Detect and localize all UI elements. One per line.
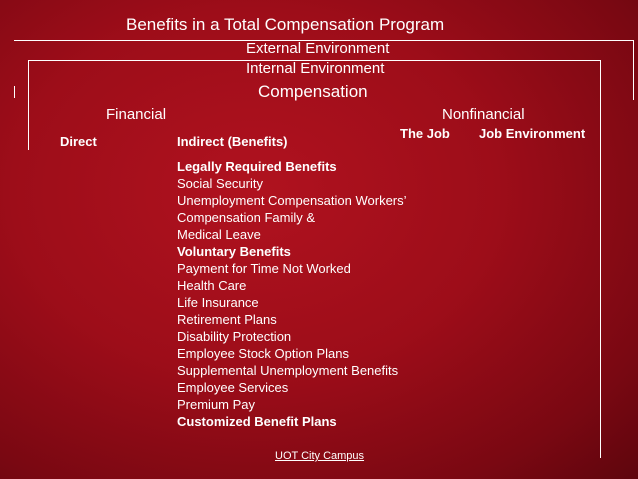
external-environment-label: External Environment: [246, 40, 390, 57]
benefit-line: Premium Pay: [177, 397, 256, 412]
benefit-line: Customized Benefit Plans: [177, 414, 337, 429]
benefit-line: Legally Required Benefits: [177, 159, 337, 174]
frame-line-inner-right: [600, 60, 601, 458]
internal-environment-label: Internal Environment: [246, 60, 385, 77]
indirect-benefits-label: Indirect (Benefits): [177, 134, 288, 149]
frame-line-outer-left-stub: [14, 86, 15, 98]
benefit-line: Voluntary Benefits: [177, 244, 291, 259]
benefits-list: [177, 158, 407, 430]
benefit-line: Payment for Time Not Worked: [177, 261, 351, 276]
benefit-line: Supplemental Unemployment Benefits: [177, 363, 399, 378]
frame-line-inner-left: [28, 60, 29, 150]
benefit-line: Unemployment Compensation Workers’: [177, 193, 407, 208]
direct-label: Direct: [60, 134, 97, 149]
the-job-label: The Job: [400, 126, 450, 141]
benefit-line: Social Security: [177, 176, 263, 191]
benefit-line: Disability Protection: [177, 329, 292, 344]
footer-campus-label: UOT City Campus: [275, 450, 365, 462]
benefit-line: Compensation Family &: [177, 210, 315, 225]
compensation-label: Compensation: [258, 82, 368, 101]
benefit-line: Employee Stock Option Plans: [177, 346, 349, 361]
slide-title: Benefits in a Total Compensation Program: [126, 15, 445, 34]
benefit-line: Medical Leave: [177, 227, 261, 242]
benefit-line: Life Insurance: [177, 295, 259, 310]
benefit-line: Health Care: [177, 278, 247, 293]
job-environment-label: Job Environment: [479, 126, 586, 141]
nonfinancial-label: Nonfinancial: [442, 106, 525, 123]
financial-label: Financial: [106, 106, 167, 123]
benefit-line: Employee Services: [177, 380, 289, 395]
benefit-line: Retirement Plans: [177, 312, 277, 327]
frame-line-outer-right: [633, 40, 634, 100]
